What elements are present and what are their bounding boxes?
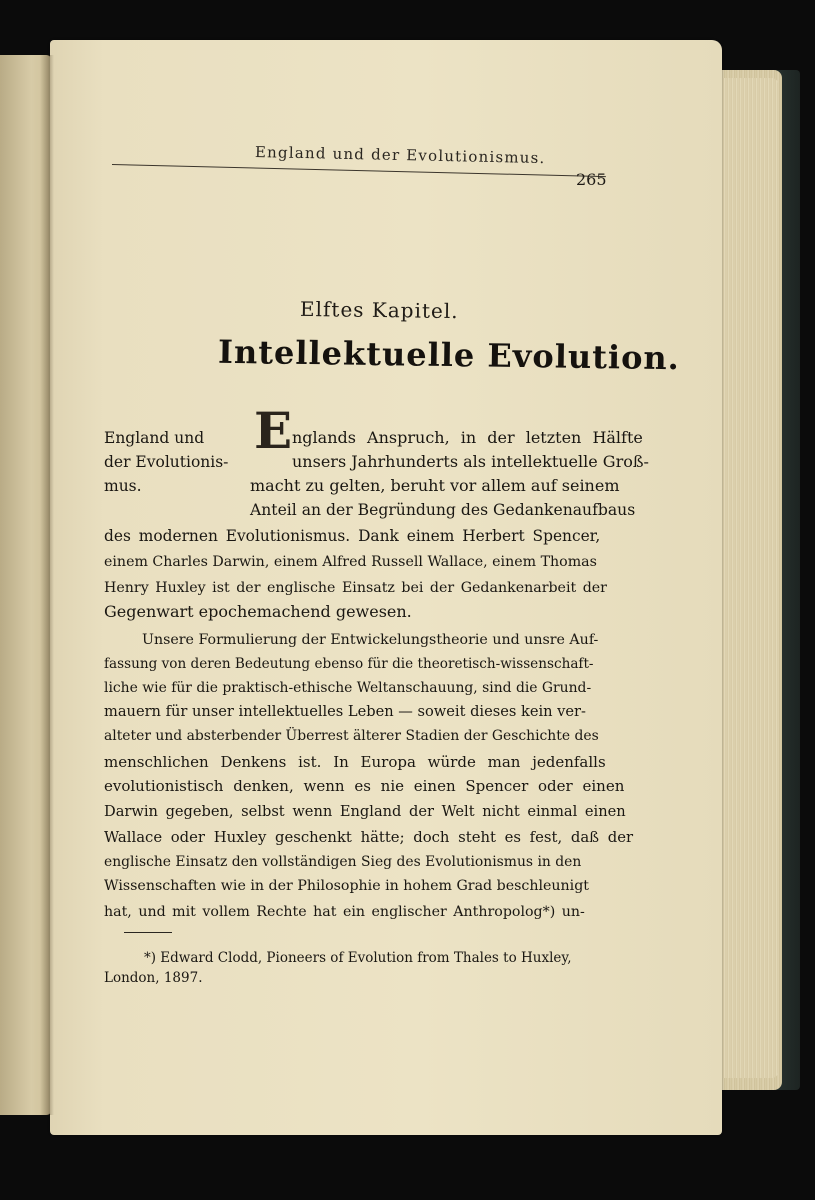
footnote-line: London, 1897.: [104, 970, 203, 986]
footnote: [104, 948, 604, 988]
text-line: hat, und mit vollem Rechte hat ein englischer Anthropolog*) un-: [104, 904, 585, 920]
text-line: alteter und absterbender Überrest älterer Stadien der Geschichte des: [104, 728, 599, 744]
text-line: Wallace oder Huxley geschenkt hätte; doch steht es fest, daß der: [104, 829, 634, 846]
footnote-line: *) Edward Clodd, Pioneers of Evolution from Thales to Huxley,: [144, 950, 572, 966]
marginal-note-line: mus.: [104, 477, 142, 495]
text-line: menschlichen Denkens ist. In Europa würde man jedenfalls: [104, 753, 606, 771]
text-line: macht zu gelten, beruht vor allem auf seinem: [250, 476, 620, 495]
text-line: des modernen Evolutionismus. Dank einem Herbert Spencer,: [104, 527, 601, 545]
text-line: einem Charles Darwin, einem Alfred Russell Wallace, einem Thomas: [104, 554, 597, 570]
running-header: England und der Evolutionismus.: [254, 143, 546, 168]
text-line: Wissenschaften wie in der Philosophie in hohem Grad beschleunigt: [104, 878, 590, 894]
text-line: evolutionistisch denken, wenn es nie einen Spencer oder einen: [104, 777, 625, 795]
text-line: nglands Anspruch, in der letzten Hälfte: [292, 428, 643, 447]
text-line: Henry Huxley ist der englische Einsatz bei der Gedankenarbeit der: [104, 580, 607, 596]
text-line: mauern für unser intellektuelles Leben — soweit dieses kein ver-: [104, 703, 586, 720]
footnote-rule: [124, 932, 172, 933]
text-line: Anteil an der Begründung des Gedankenaufbaus: [250, 501, 636, 519]
marginal-note-line: England und: [104, 429, 205, 447]
chapter-title: Intellektuelle Evolution.: [217, 332, 681, 378]
text-line: englische Einsatz den vollständigen Sieg des Evolutionismus in den: [104, 854, 582, 870]
chapter-label: Elftes Kapitel.: [299, 296, 459, 324]
text-line: unsers Jahrhunderts als intellektuelle Groß-: [292, 452, 649, 471]
text-line: Unsere Formulierung der Entwickelungstheorie und unsre Auf-: [142, 632, 599, 648]
marginal-note-line: der Evolutionis-: [104, 453, 229, 471]
text-line: Darwin gegeben, selbst wenn England der Welt nicht einmal einen: [104, 803, 626, 820]
text-line: fassung von deren Bedeutung ebenso für die theoretisch-wissenschaft-: [104, 656, 594, 672]
text-line: liche wie für die praktisch-ethische Weltanschauung, sind die Grund-: [104, 680, 592, 696]
text-line: Gegenwart epochemachend gewesen.: [104, 602, 412, 621]
page-number: 265: [576, 170, 607, 189]
drop-cap: E: [254, 401, 293, 460]
